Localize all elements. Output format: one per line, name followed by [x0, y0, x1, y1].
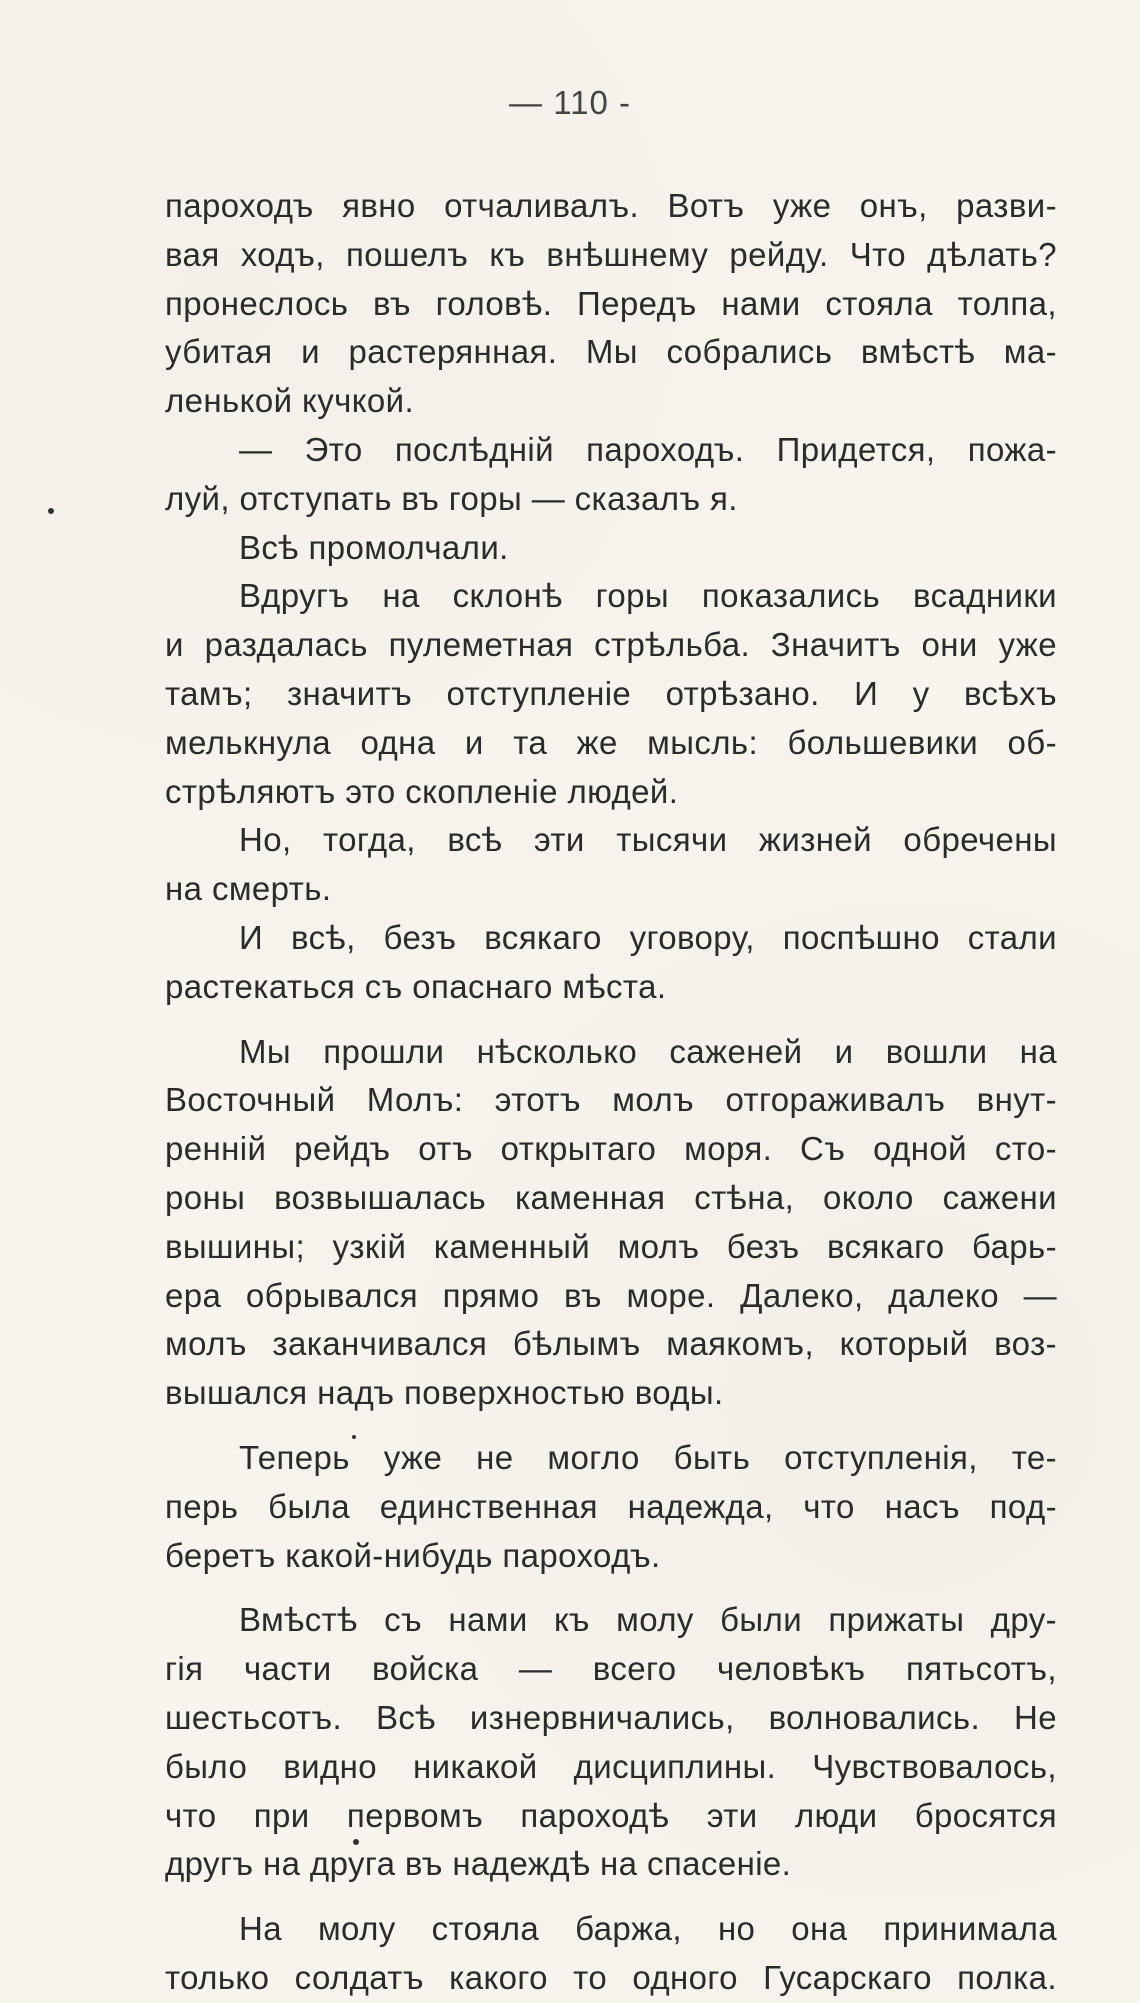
text-line: — Это послѣднiй пароходъ. Придется, пожа-	[239, 430, 1057, 468]
text-line: На молу стояла баржа, но она принимала	[239, 1910, 1057, 1948]
text-line: убитая и растерянная. Мы собрались вмѣстѣ ма-	[165, 333, 1057, 371]
text-line: луй, отступать въ горы — сказалъ я.	[165, 479, 738, 517]
text-line: и раздалась пулеметная стрѣльба. Значитъ они уже	[165, 626, 1057, 664]
text-line: только солдатъ какого то одного Гусарскаго полка.	[165, 1958, 1057, 1996]
paragraph	[165, 182, 1057, 426]
text-line: Восточный Молъ: этотъ молъ отгораживалъ внут-	[165, 1081, 1057, 1119]
text-line: Но, тогда, всѣ эти тысячи жизней обречены	[239, 821, 1057, 859]
text-line: пронеслось въ головѣ. Передъ нами стояла толпа,	[165, 284, 1057, 322]
text-line: растекаться съ опаснаго мѣста.	[165, 967, 667, 1005]
text-line: Вмѣстѣ съ нами къ молу были прижаты дру-	[239, 1601, 1057, 1639]
paragraph-spacer	[165, 1418, 1057, 1434]
text-line: И всѣ, безъ всякаго уговору, поспѣшно стали	[239, 918, 1057, 956]
text-line: что при первомъ пароходѣ эти люди бросятся	[165, 1796, 1057, 1834]
paragraph	[165, 1905, 1057, 2003]
text-line: тамъ; значитъ отступленiе отрѣзано. И у всѣхъ	[165, 674, 1057, 712]
paragraph	[165, 914, 1057, 1012]
paragraph	[165, 524, 1057, 573]
text-line: ленькой кучкой.	[165, 382, 415, 420]
text-line: мелькнула одна и та же мысль: большевики об-	[165, 723, 1057, 761]
ink-speck	[48, 508, 54, 514]
text-line: роны возвышалась каменная стѣна, около сажени	[165, 1178, 1057, 1216]
paragraph	[165, 1596, 1057, 1889]
paragraph-spacer	[165, 1012, 1057, 1028]
text-line: пароходъ явно отчаливалъ. Вотъ уже онъ, разви-	[165, 187, 1057, 224]
text-line: беретъ какой-нибудь пароходъ.	[165, 1536, 661, 1574]
text-line: стрѣляютъ это скопленiе людей.	[165, 772, 679, 810]
paragraph-spacer	[165, 1889, 1057, 1905]
text-line: Теперь уже не могло быть отступленiя, те-	[239, 1438, 1057, 1476]
text-line: перь была единственная надежда, что насъ под-	[165, 1487, 1057, 1525]
text-line: вышался надъ поверхностью воды.	[165, 1374, 724, 1412]
text-line: ера обрывался прямо въ море. Далеко, далеко —	[165, 1276, 1057, 1314]
text-line: другъ на друга въ надеждѣ на спасенiе.	[165, 1845, 792, 1883]
page-number: — 110 -	[509, 84, 631, 121]
paragraph	[165, 426, 1057, 524]
ink-speck	[353, 1839, 359, 1845]
paragraph	[165, 572, 1057, 816]
paragraph	[165, 816, 1057, 914]
ink-speck	[352, 1435, 356, 1439]
text-line: молъ заканчивался бѣлымъ маякомъ, который воз-	[165, 1325, 1057, 1363]
text-line: вая ходъ, пошелъ къ внѣшнему рейду. Что дѣлать?	[165, 235, 1057, 273]
text-line: гiя части войска — всего человѣкъ пятьсотъ,	[165, 1650, 1057, 1688]
paragraph	[165, 1028, 1057, 1418]
text-line: на смерть.	[165, 870, 332, 908]
text-line: Вдругъ на склонѣ горы показались всадники	[239, 577, 1057, 615]
text-line: Всѣ промолчали.	[239, 528, 509, 566]
text-line: вышины; узкiй каменный молъ безъ всякаго барь-	[165, 1227, 1057, 1265]
paragraph	[165, 1434, 1057, 1580]
text-line: шестьсотъ. Всѣ изнервничались, волновались. Не	[165, 1698, 1057, 1736]
text-line: было видно никакой дисциплины. Чувствовалось,	[165, 1747, 1057, 1785]
text-line: реннiй рейдъ отъ открытаго моря. Съ одной сто-	[165, 1130, 1057, 1168]
page-text	[165, 182, 1057, 2003]
text-line: Мы прошли нѣсколько саженей и вошли на	[239, 1032, 1057, 1070]
paragraph-spacer	[165, 1580, 1057, 1596]
